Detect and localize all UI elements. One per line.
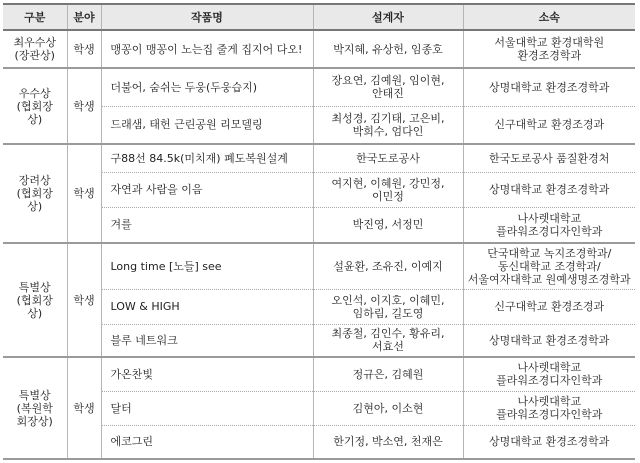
organization-line: 동신대학교 조경학과/ [497,259,601,273]
organization-line: 신구대학교 환경조경과 [494,118,605,132]
organization-cell [463,391,635,425]
designers-cell [313,243,463,289]
designers-line: 정규은, 김혜원 [352,367,424,381]
organization-cell [463,207,635,243]
awards-table [3,3,635,460]
organization-cell [463,324,635,357]
header-row [3,4,635,30]
header-field: 분야 [67,4,101,30]
award-category-line: 회장상) [16,414,53,428]
designers-line: 여지현, 이혜원, 강민정, [331,176,445,190]
designers-cell [313,207,463,243]
organization-line: 상명대학교 환경조경학과 [489,183,610,196]
award-category-cell [3,30,67,68]
work-title-cell: Long time [노들] see [101,243,313,289]
designers-line: 한국도로공사 [356,151,420,165]
designers-cell [313,106,463,144]
table-row [3,243,635,289]
designers-line: 박진영, 서정민 [352,218,424,232]
designers-cell [313,172,463,207]
work-title-cell: 블루 네트워크 [101,324,313,357]
award-category-cell [3,357,67,459]
work-title-cell: 겨를 [101,207,313,243]
organization-cell [463,106,635,144]
table-row [3,68,635,106]
designers-line: 오인석, 이지호, 이혜민, [331,293,445,307]
organization-line: 나사렛대학교 [517,361,582,375]
field-cell: 학생 [67,357,101,459]
field-cell: 학생 [67,68,101,144]
field-cell: 학생 [67,243,101,357]
organization-cell [463,30,635,68]
award-category-line: 상) [27,200,43,213]
award-category-line: 상) [27,112,43,126]
organization-cell [463,68,635,106]
work-title-cell: 드래샘, 태헌 근린공원 리모델링 [101,106,313,144]
organization-line: 플라워조경디자인학과 [496,224,603,238]
designers-line: 임하림, 길도영 [352,306,424,320]
organization-line: 서울대학교 환경대학원 [494,36,605,49]
award-category-line: 최우수상 [13,36,56,49]
organization-cell [463,425,635,459]
award-category-line: 우수상 [18,86,51,100]
table-row [3,144,635,172]
designers-line: 장요연, 김예원, 임이현, [331,74,445,88]
designers-line: 서효선 [372,340,404,354]
designers-cell [313,425,463,459]
designers-line: 최성경, 김기태, 고은비, [331,111,445,125]
work-title-cell: 가온찬빛 [101,357,313,391]
organization-line: 나사렛대학교 [517,211,582,225]
designers-cell [313,357,463,391]
designers-line: 박희수, 엄다인 [352,124,424,138]
organization-line: 신구대학교 환경조경과 [494,300,605,313]
work-title-cell: 맹꽁이 맹꽁이 노는집 줄게 집지어 다오! [101,30,313,68]
designers-line: 최종철, 김인수, 황유리, [331,327,445,341]
designers-cell [313,289,463,324]
award-category-line: (복원학 [16,401,53,415]
organization-line: 나사렛대학교 [517,395,582,408]
header-category: 구분 [3,4,67,30]
organization-line: 플라워조경디자인학과 [496,408,603,421]
work-title-cell: 구88선 84.5k(미치재) 폐도복원설계 [101,144,313,172]
header-work: 작품명 [101,4,313,30]
organization-line: 한국도로공사 품질환경처 [489,151,610,165]
organization-cell [463,243,635,289]
organization-cell [463,172,635,207]
designers-cell [313,391,463,425]
table-row [3,30,635,68]
award-category-cell [3,68,67,144]
award-category-line: 특별상 [18,280,51,294]
organization-cell [463,289,635,324]
work-title-cell: LOW & HIGH [101,289,313,324]
organization-line: 상명대학교 환경조경학과 [489,435,610,449]
designers-cell [313,30,463,68]
designers-cell [313,68,463,106]
designers-line: 이민정 [372,189,404,203]
organization-line: 환경조경학과 [517,49,582,62]
organization-line: 플라워조경디자인학과 [496,374,603,388]
award-category-cell [3,144,67,243]
work-title-cell: 달터 [101,391,313,425]
award-category-cell [3,243,67,357]
work-title-cell: 자연과 사람을 이음 [101,172,313,207]
field-cell: 학생 [67,30,101,68]
work-title-cell: 더불어, 숨쉬는 두웅(두웅습지) [101,68,313,106]
designers-cell [313,324,463,357]
header-organization: 소속 [463,4,635,30]
table-row [3,357,635,391]
award-category-line: 상) [27,306,43,320]
field-cell: 학생 [67,144,101,243]
award-category-line: (장관상) [14,49,55,62]
organization-cell [463,144,635,172]
organization-cell [463,357,635,391]
organization-line: 단국대학교 녹지조경학과/ [487,246,612,260]
header-designers: 설계자 [313,4,463,30]
designers-line: 한기정, 박소연, 천재은 [333,435,443,449]
designers-line: 안태진 [372,87,404,101]
award-category-line: 특별상 [18,388,51,402]
award-category-line: (협회장 [16,99,53,113]
award-category-line: (협회장 [16,293,53,307]
designers-line: 설윤환, 조유진, 이예지 [333,259,443,273]
award-category-line: (협회장 [16,187,53,200]
designers-cell [313,144,463,172]
designers-line: 김현아, 이소현 [352,401,424,415]
organization-line: 서울여자대학교 원예생명조경학과 [467,272,631,286]
award-category-line: 장려상 [18,174,51,187]
organization-line: 상명대학교 환경조경학과 [489,333,610,347]
organization-line: 상명대학교 환경조경학과 [489,80,610,94]
designers-line: 박지혜, 유상헌, 임종호 [333,42,443,56]
work-title-cell: 에코그린 [101,425,313,459]
